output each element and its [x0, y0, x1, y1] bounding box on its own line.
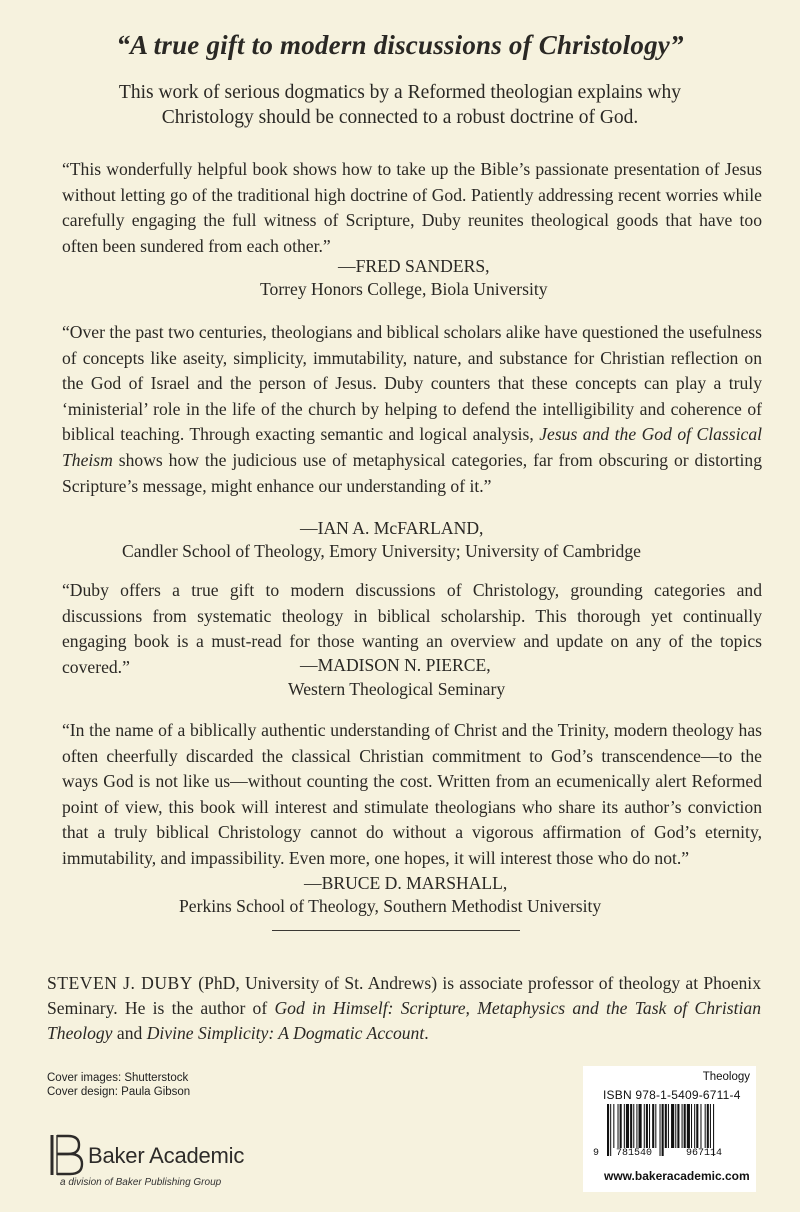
publisher-url: www.bakeracademic.com	[604, 1169, 750, 1183]
bio-text: (PhD, University of St. Andrews) is associate professor of theology at Phoenix Seminary. He is the author of	[47, 973, 761, 1018]
barcode-digits-left: 781540	[616, 1148, 653, 1159]
endorsement-text: “Duby offers a true gift to modern discussions of Christology, grounding categories and discussions from systematic theology in biblical scholarship. This thorough yet continually engaging book is a must-read for those wanting an overview and update on any of the topics covered.”	[62, 580, 762, 677]
bio-text: and	[112, 1023, 147, 1043]
endorser-affiliation: Candler School of Theology, Emory University; University of Cambridge	[122, 541, 641, 561]
intro-line-1: This work of serious dogmatics by a Reformed theologian explains why	[118, 82, 682, 103]
cover-design-credit: Cover design: Paula Gibson	[47, 1086, 191, 1098]
author-name: STEVEN J. DUBY	[47, 973, 193, 993]
endorser-affiliation: Perkins School of Theology, Southern Methodist University	[179, 896, 602, 916]
publisher-name: Baker Academic	[88, 1143, 245, 1168]
intro-line-2: Christology should be connected to a robust doctrine of God.	[161, 107, 639, 128]
endorser-name: —IAN A. McFARLAND,	[300, 518, 484, 538]
endorsement-marshall	[62, 718, 762, 872]
endorsement-text: “This wonderfully helpful book shows how to take up the Bible’s passionate presentation of Jesus without letting go of the traditional high doctrine of God. Patiently addressing recent worries while carefully engaging the full witness of Scripture, Duby reunites theological goods that have too often been sundered from each other.”	[62, 159, 762, 256]
barcode-digits-right: 967114	[686, 1148, 723, 1159]
bio-text: .	[424, 1023, 429, 1043]
endorser-name: —FRED SANDERS,	[338, 256, 490, 276]
divider-rule	[272, 930, 520, 931]
intro-blurb	[90, 80, 710, 130]
barcode-lead-digit: 9	[593, 1148, 600, 1159]
book-title: Jesus and the God of Classical Theism	[62, 424, 763, 470]
book-title: God in Himself: Scripture, Metaphysics and the Task of Christian Theology	[47, 998, 761, 1043]
endorser-affiliation: Western Theological Seminary	[288, 679, 506, 699]
endorsement-sanders	[62, 157, 762, 259]
headline-quote: “A true gift to modern discussions of Christology”	[116, 30, 684, 60]
baker-b-logo-icon	[48, 1131, 92, 1179]
cover-credits	[47, 1071, 190, 1099]
isbn-text: ISBN 978-1-5409-6711-4	[603, 1088, 741, 1102]
endorser-name: —MADISON N. PIERCE,	[300, 655, 491, 675]
author-bio	[47, 971, 761, 1046]
endorsement-text-part2: shows how the judicious use of metaphysical categories, far from obscuring or distorting Scripture’s message, might enhance our understanding of it.”	[62, 449, 762, 496]
endorser-name: —BRUCE D. MARSHALL,	[304, 873, 508, 893]
cover-images-credit: Cover images: Shutterstock	[47, 1072, 189, 1084]
publisher-tagline: a division of Baker Publishing Group	[60, 1177, 222, 1188]
endorsement-text: “In the name of a biblically authentic understanding of Christ and the Trinity, modern theology has often cheerfully discarded the classical Christian commitment to God’s transcendence—to the ways God is not like us—without counting the cost. Written from an ecumenically alert Reformed point of view, this book will interest and stimulate theologians who share its author’s conviction that a truly biblical Christology cannot do without a vigorous affirmation of God’s eternity, immutability, and impassibility. Even more, one hopes, it will interest those who do not.”	[62, 720, 762, 868]
endorsement-mcfarland	[62, 320, 762, 499]
book-title: Divine Simplicity: A Dogmatic Account	[146, 1023, 425, 1043]
subject-category: Theology	[702, 1071, 750, 1083]
endorsement-text-part1: “Over the past two centuries, theologians and biblical scholars alike have questioned the usefulness of concepts like aseity, simplicity, immutability, nature, and substance for Christian reflection on the God of Israel and the person of Jesus. Duby counters that these concepts can play a truly ‘ministerial’ role in the life of the church by helping to defend the intelligibility and coherence of biblical teaching. Through exacting semantic and logical analysis,	[62, 322, 762, 445]
endorser-affiliation: Torrey Honors College, Biola University	[260, 279, 548, 299]
barcode-block	[583, 1066, 756, 1192]
